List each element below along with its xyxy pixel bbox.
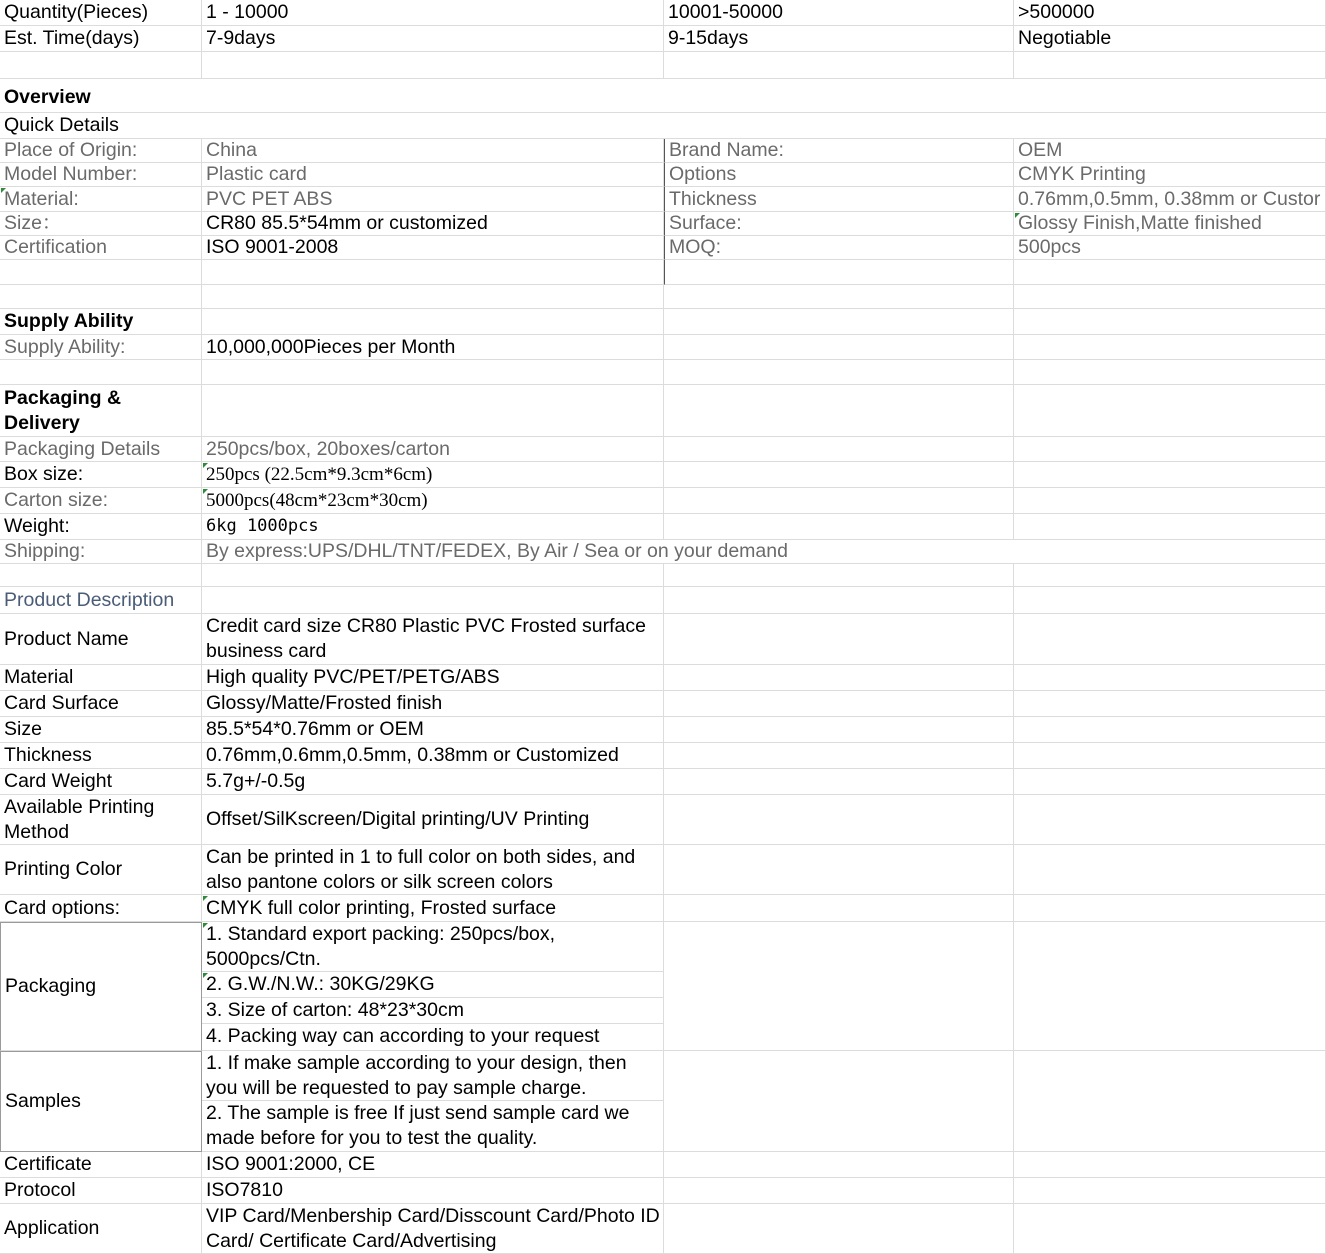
description-row xyxy=(0,691,1326,717)
description-value[interactable]: 85.5*54*0.76mm or OEM xyxy=(202,717,664,743)
packaging-value[interactable]: 250pcs/box, 20boxes/carton xyxy=(202,437,664,462)
packaging-label[interactable]: Shipping: xyxy=(0,540,202,564)
description-row xyxy=(0,717,1326,743)
cell[interactable] xyxy=(1014,564,1326,587)
packaging-line[interactable]: 4. Packing way can according to your request xyxy=(206,1025,600,1047)
cell[interactable] xyxy=(1014,717,1326,743)
cell[interactable]: Negotiable xyxy=(1014,26,1326,52)
packaging-label[interactable]: Box size: xyxy=(0,462,202,488)
packaging-value[interactable]: 250pcs (22.5cm*9.3cm*6cm) xyxy=(202,462,664,488)
detail-label[interactable]: Options xyxy=(664,163,1014,187)
samples-lines xyxy=(202,1051,664,1152)
cell[interactable] xyxy=(664,309,1014,335)
overview-heading[interactable]: Overview xyxy=(0,79,1326,113)
packaging-value[interactable]: By express:UPS/DHL/TNT/FEDEX, By Air / Sea or on your demand xyxy=(202,540,1014,564)
cell[interactable] xyxy=(1014,614,1326,665)
cell[interactable] xyxy=(664,717,1014,743)
description-value[interactable]: High quality PVC/PET/PETG/ABS xyxy=(202,665,664,691)
detail-value[interactable]: CR80 85.5*54mm or customized xyxy=(202,212,664,236)
description-row xyxy=(0,769,1326,795)
description-value[interactable]: ISO 9001:2000, CE xyxy=(202,1152,664,1178)
description-label[interactable]: Samples xyxy=(0,1051,202,1152)
cell[interactable] xyxy=(0,52,202,79)
packaging-line[interactable]: 3. Size of carton: 48*23*30cm xyxy=(202,998,663,1024)
packaging-heading[interactable]: Packaging & Delivery xyxy=(0,385,202,437)
packaging-value[interactable]: 6kg 1000pcs xyxy=(202,514,664,540)
supply-label[interactable]: Supply Ability: xyxy=(0,335,202,360)
description-row xyxy=(0,1178,1326,1204)
cell[interactable] xyxy=(1014,437,1326,462)
detail-label[interactable]: Size： xyxy=(0,212,202,236)
cell[interactable] xyxy=(202,587,664,614)
overview-title-row xyxy=(0,79,1326,113)
cell[interactable] xyxy=(1014,335,1326,360)
cell[interactable] xyxy=(202,309,664,335)
cell[interactable]: 10001-50000 xyxy=(664,0,1014,26)
detail-value[interactable]: Plastic card xyxy=(202,163,664,187)
detail-label[interactable]: Place of Origin: xyxy=(0,139,202,163)
cell[interactable]: 7-9days xyxy=(202,26,664,52)
supply-row xyxy=(0,335,1326,360)
supply-heading[interactable]: Supply Ability xyxy=(0,309,202,335)
cell[interactable] xyxy=(664,564,1014,587)
cell[interactable] xyxy=(1014,922,1326,1051)
empty-row xyxy=(0,260,1326,285)
description-value[interactable]: Credit card size CR80 Plastic PVC Frosted surface business card xyxy=(202,614,664,665)
description-label[interactable]: Card Surface xyxy=(0,691,202,717)
cell[interactable] xyxy=(1014,795,1326,845)
cell[interactable] xyxy=(664,1178,1014,1204)
quick-details-heading[interactable]: Quick Details xyxy=(0,113,1326,139)
cell[interactable] xyxy=(0,360,202,385)
cell[interactable] xyxy=(664,462,1014,488)
description-value[interactable]: 0.76mm,0.6mm,0.5mm, 0.38mm or Customized xyxy=(202,743,664,769)
detail-value[interactable]: 0.76mm,0.5mm, 0.38mm or Custor xyxy=(1014,187,1326,212)
detail-label[interactable]: MOQ: xyxy=(664,236,1014,260)
detail-label[interactable]: Model Number: xyxy=(0,163,202,187)
cell[interactable] xyxy=(664,691,1014,717)
packaging-label[interactable]: Weight: xyxy=(0,514,202,540)
samples-line[interactable]: 2. The sample is free If just send sample card we made before for you to test the quality. xyxy=(206,1102,630,1149)
cell[interactable] xyxy=(1014,360,1326,385)
packaging-label[interactable]: Carton size: xyxy=(0,488,202,514)
description-label[interactable]: Packaging xyxy=(0,922,202,1051)
packaging-row xyxy=(0,488,1326,514)
packaging-line[interactable]: 2. G.W./N.W.: 30KG/29KG xyxy=(202,972,663,998)
detail-label[interactable]: Certification xyxy=(0,236,202,260)
description-row xyxy=(0,614,1326,665)
cell[interactable] xyxy=(1014,1152,1326,1178)
empty-row xyxy=(0,564,1326,587)
cell[interactable] xyxy=(664,845,1014,895)
cell[interactable] xyxy=(664,285,1014,309)
description-row xyxy=(0,665,1326,691)
cell[interactable] xyxy=(1014,895,1326,922)
description-row xyxy=(0,795,1326,845)
cell[interactable] xyxy=(1014,1204,1326,1254)
cell[interactable] xyxy=(664,743,1014,769)
packaging-row xyxy=(0,462,1326,488)
description-label[interactable]: Printing Color xyxy=(0,845,202,895)
cell[interactable] xyxy=(1014,1051,1326,1152)
cell[interactable] xyxy=(664,488,1014,514)
cell[interactable] xyxy=(1014,540,1326,564)
cell[interactable] xyxy=(1014,260,1326,285)
cell[interactable] xyxy=(1014,488,1326,514)
cell[interactable] xyxy=(1014,514,1326,540)
detail-row xyxy=(0,139,1326,163)
cell[interactable] xyxy=(1014,52,1326,79)
packaging-row xyxy=(0,437,1326,462)
description-row xyxy=(0,1204,1326,1254)
cell[interactable] xyxy=(202,285,664,309)
description-label[interactable]: Available Printing Method xyxy=(0,795,202,845)
description-label[interactable]: Material xyxy=(0,665,202,691)
cell[interactable] xyxy=(664,769,1014,795)
detail-value[interactable]: ISO 9001-2008 xyxy=(202,236,664,260)
detail-value[interactable]: China xyxy=(202,139,664,163)
cell[interactable] xyxy=(202,385,664,437)
cell[interactable] xyxy=(1014,385,1326,437)
cell[interactable] xyxy=(664,922,1014,1051)
cell[interactable] xyxy=(1014,845,1326,895)
description-row xyxy=(0,895,1326,922)
description-label[interactable]: Size xyxy=(0,717,202,743)
empty-row xyxy=(0,285,1326,309)
packaging-value[interactable]: 5000pcs(48cm*23cm*30cm) xyxy=(202,488,664,514)
cell[interactable] xyxy=(664,1051,1014,1152)
packaging-title-row xyxy=(0,385,1326,437)
description-value[interactable]: Offset/SilKscreen/Digital printing/UV Printing xyxy=(202,795,664,845)
lead-time-row-time xyxy=(0,26,1326,52)
description-value[interactable]: Glossy/Matte/Frosted finish xyxy=(202,691,664,717)
detail-row xyxy=(0,163,1326,187)
cell[interactable] xyxy=(202,260,664,285)
description-row-samples xyxy=(0,1051,1326,1152)
packaging-lines xyxy=(202,922,664,1051)
detail-row xyxy=(0,236,1326,260)
packaging-row xyxy=(0,540,1326,564)
quick-details-row xyxy=(0,113,1326,139)
cell[interactable] xyxy=(202,52,664,79)
detail-row xyxy=(0,212,1326,236)
cell[interactable] xyxy=(664,895,1014,922)
cell[interactable] xyxy=(1014,1178,1326,1204)
description-value[interactable]: CMYK full color printing, Frosted surface xyxy=(202,895,664,922)
detail-label[interactable]: Brand Name: xyxy=(664,139,1014,163)
cell[interactable] xyxy=(664,1204,1014,1254)
detail-value[interactable]: PVC PET ABS xyxy=(202,187,664,212)
description-label[interactable]: Protocol xyxy=(0,1178,202,1204)
description-value[interactable]: VIP Card/Menbership Card/Disscount Card/Photo ID Card/ Certificate Card/Advertising xyxy=(202,1204,664,1254)
detail-value[interactable]: Glossy Finish,Matte finished xyxy=(1014,212,1326,236)
cell[interactable] xyxy=(664,260,1014,285)
description-row-packaging xyxy=(0,922,1326,1051)
cell[interactable] xyxy=(202,564,664,587)
description-value[interactable]: Can be printed in 1 to full color on both sides, and also pantone colors or silk screen colors xyxy=(202,845,664,895)
description-row xyxy=(0,845,1326,895)
cell[interactable]: >500000 xyxy=(1014,0,1326,26)
description-label[interactable]: Product Name xyxy=(0,614,202,665)
cell[interactable] xyxy=(1014,743,1326,769)
lead-time-row-quantity xyxy=(0,0,1326,26)
cell[interactable] xyxy=(664,665,1014,691)
cell[interactable] xyxy=(664,385,1014,437)
cell[interactable] xyxy=(202,360,664,385)
description-label[interactable]: Card options: xyxy=(0,895,202,922)
empty-row xyxy=(0,360,1326,385)
description-value[interactable]: ISO7810 xyxy=(202,1178,664,1204)
detail-label[interactable]: Thickness xyxy=(664,187,1014,212)
description-label[interactable]: Thickness xyxy=(0,743,202,769)
description-label[interactable]: Application xyxy=(0,1204,202,1254)
cell[interactable] xyxy=(1014,285,1326,309)
cell[interactable] xyxy=(1014,665,1326,691)
cell[interactable] xyxy=(0,285,202,309)
cell[interactable] xyxy=(1014,769,1326,795)
description-label[interactable]: Card Weight xyxy=(0,769,202,795)
cell[interactable] xyxy=(664,614,1014,665)
cell[interactable] xyxy=(0,564,202,587)
description-title-row xyxy=(0,587,1326,614)
detail-value[interactable]: OEM xyxy=(1014,139,1326,163)
description-row xyxy=(0,1152,1326,1178)
detail-row xyxy=(0,187,1326,212)
cell[interactable] xyxy=(664,437,1014,462)
cell[interactable] xyxy=(664,514,1014,540)
cell[interactable]: Quantity(Pieces) xyxy=(0,0,202,26)
supply-title-row xyxy=(0,309,1326,335)
packaging-label[interactable]: Packaging Details xyxy=(0,437,202,462)
cell[interactable]: Est. Time(days) xyxy=(0,26,202,52)
cell[interactable] xyxy=(664,795,1014,845)
cell[interactable] xyxy=(1014,462,1326,488)
cell[interactable] xyxy=(664,335,1014,360)
detail-value[interactable]: CMYK Printing xyxy=(1014,163,1326,187)
cell[interactable] xyxy=(1014,587,1326,614)
cell[interactable]: 1 - 10000 xyxy=(202,0,664,26)
cell[interactable] xyxy=(1014,309,1326,335)
samples-line[interactable]: 1. If make sample according to your design, then you will be requested to pay sample charge. xyxy=(202,1051,663,1101)
packaging-row xyxy=(0,514,1326,540)
cell[interactable]: 9-15days xyxy=(664,26,1014,52)
supply-value[interactable]: 10,000,000Pieces per Month xyxy=(202,335,664,360)
detail-label[interactable]: Material: xyxy=(0,187,202,212)
cell[interactable] xyxy=(664,587,1014,614)
cell[interactable] xyxy=(0,260,202,285)
detail-value[interactable]: 500pcs xyxy=(1014,236,1326,260)
cell[interactable] xyxy=(664,360,1014,385)
cell[interactable] xyxy=(664,1152,1014,1178)
description-label[interactable]: Certificate xyxy=(0,1152,202,1178)
cell[interactable] xyxy=(1014,691,1326,717)
empty-row xyxy=(0,52,1326,79)
description-row xyxy=(0,743,1326,769)
description-heading[interactable]: Product Description xyxy=(0,587,202,614)
detail-label[interactable]: Surface: xyxy=(664,212,1014,236)
packaging-line[interactable]: 1. Standard export packing: 250pcs/box, 5000pcs/Ctn. xyxy=(202,922,663,972)
description-value[interactable]: 5.7g+/-0.5g xyxy=(202,769,664,795)
cell[interactable] xyxy=(664,52,1014,79)
